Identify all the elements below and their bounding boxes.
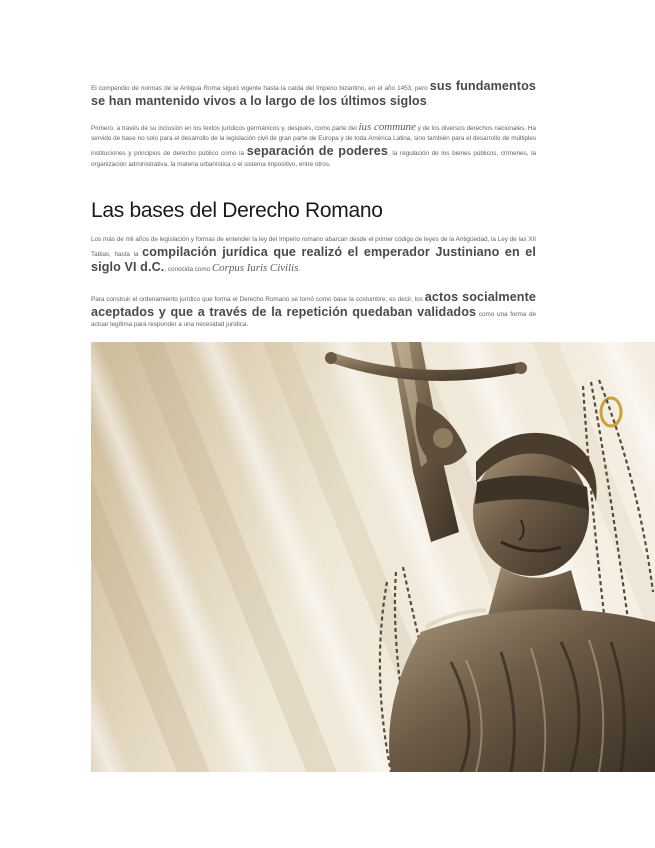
paragraph-end: .: [426, 100, 429, 108]
highlight-accepted-acts: actos socialmente aceptados y que a través de la repetición quedaban validados: [91, 290, 536, 320]
term-corpus-iuris-civilis: Corpus Iuris Civilis: [211, 262, 299, 275]
paragraph-text: Los más de mil años de legislación y formas de entender la ley del Imperio romano abarcan desde el primer código de leyes de la Antigüedad, la Ley de las XII Tablas, hasta la: [91, 236, 536, 259]
paragraph-text-2: y de los diversos derechos nacionales. Ha servido de base no solo para el desarrollo de la legislación civil de gran parte de Europa y de toda América Latina, sino también para el desarrollo de múltiples instituciones y principios de derecho público como la: [91, 125, 537, 158]
paragraph-text-2: , conocida como: [164, 266, 212, 274]
highlight-separation-of-powers: separación de poderes: [246, 144, 388, 159]
section-heading: Las bases del Derecho Romano: [91, 199, 383, 222]
paragraph-end: .: [298, 266, 301, 274]
lady-justice-statue-icon: [91, 342, 655, 772]
paragraph-roman-law-bases: [91, 235, 536, 276]
lady-justice-photo: [91, 342, 655, 772]
paragraph-custom-as-basis: [91, 290, 536, 331]
highlight-foundations: sus fundamentos se han mantenido vivos a lo largo de los últimos siglos: [91, 79, 536, 109]
term-ius-commune: ius commune: [358, 121, 416, 133]
paragraph-text-2: como una forma de actuar legítima para responder a una necesidad jurídica.: [91, 311, 537, 329]
paragraph-text-3: , la regulación de los bienes públicos, crímenes, la organización administrativa, la materia urbanística o el sistema impositivo, entre otros.: [91, 150, 536, 168]
paragraph-text: Primero, a través de su inclusión en los textos jurídicos germánicos y, después, como parte del: [91, 125, 359, 132]
paragraph-roman-law-validity: [91, 79, 536, 109]
paragraph-text: El compendio de normas de la Antigua Roma siguió vigente hasta la caída del Imperio bizantino, en el año 1453, pero: [91, 85, 430, 92]
paragraph-text: Para construir el ordenamiento jurídico que forma el Derecho Romano se tomó como base la costumbre, es decir, los: [91, 296, 425, 303]
paragraph-ius-commune: [91, 122, 536, 170]
highlight-justinian-compilation: compilación jurídica que realizó el emperador Justiniano en el siglo VI d.C.: [91, 245, 536, 275]
